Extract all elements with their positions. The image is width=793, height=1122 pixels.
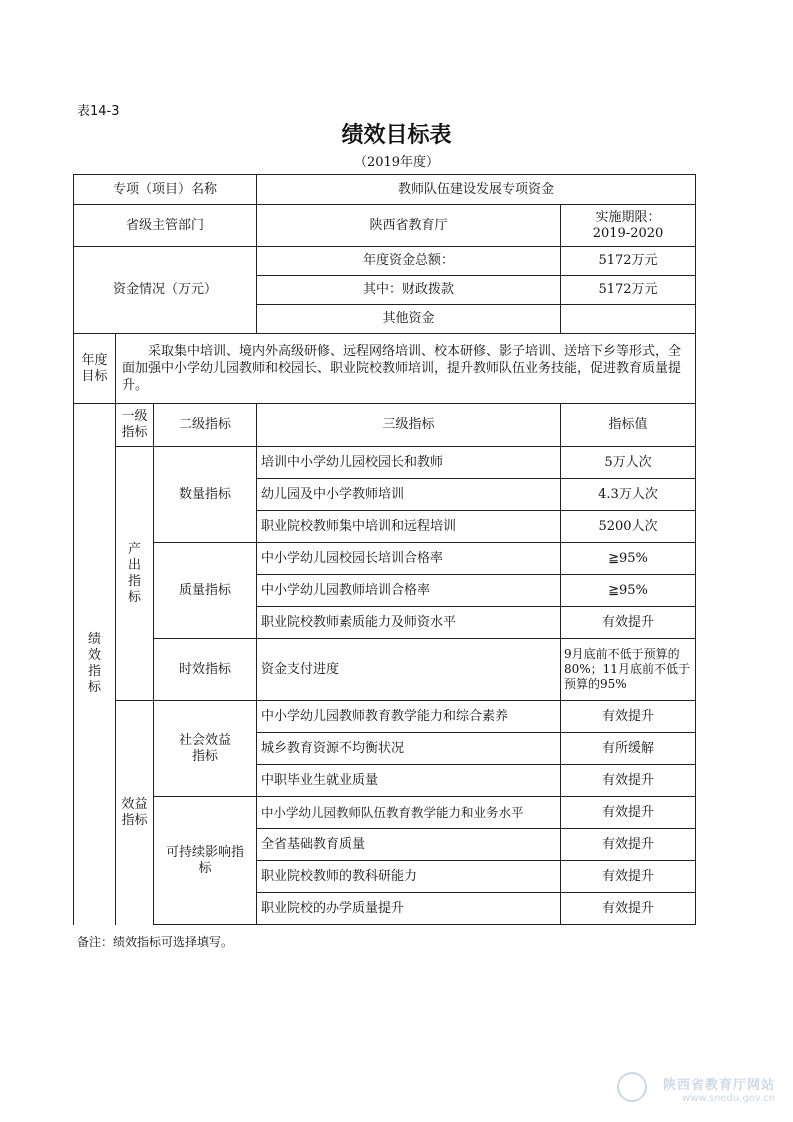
funds-total-label: 年度资金总额： bbox=[257, 247, 561, 276]
funds-label: 资金情况（万元） bbox=[74, 247, 257, 334]
indicator-value: 4.3万人次 bbox=[561, 479, 696, 511]
indicator-value: 有效提升 bbox=[561, 765, 696, 797]
header-value: 指标值 bbox=[561, 404, 696, 447]
indicator-name: 职业院校教师的教科研能力 bbox=[257, 861, 561, 893]
indicator-name: 幼儿园及中小学教师培训 bbox=[257, 479, 561, 511]
table-row bbox=[74, 639, 696, 701]
indicator-value: 5200人次 bbox=[561, 511, 696, 543]
header-level2: 二级指标 bbox=[154, 404, 257, 447]
indicator-value: ≧95% bbox=[561, 543, 696, 575]
indicator-value: 有效提升 bbox=[561, 861, 696, 893]
table-row bbox=[74, 543, 696, 575]
benefit-label: 效益指标 bbox=[116, 701, 154, 925]
funds-other-label: 其他资金 bbox=[257, 305, 561, 334]
indicator-name: 职业院校教师集中培训和远程培训 bbox=[257, 511, 561, 543]
sustainable-label: 可持续影响指标 bbox=[154, 797, 257, 925]
department-value: 陕西省教育厅 bbox=[257, 205, 561, 247]
goal-row bbox=[74, 334, 696, 404]
goal-text: 采取集中培训、境内外高级研修、远程网络培训、校本研修、影子培训、送培下乡等形式，全面加强中小学幼儿园教师和校园长、职业院校教师培训，提升教师队伍业务技能，促进教育质量提升。 bbox=[116, 334, 696, 404]
table-row bbox=[74, 797, 696, 829]
indicator-name: 职业院校教师素质能力及师资水平 bbox=[257, 607, 561, 639]
indicator-name: 中小学幼儿园校园长培训合格率 bbox=[257, 543, 561, 575]
goal-label: 年度目标 bbox=[74, 334, 116, 404]
indicator-value: ≧95% bbox=[561, 575, 696, 607]
timeliness-label: 时效指标 bbox=[154, 639, 257, 701]
department-label: 省级主管部门 bbox=[74, 205, 257, 247]
period-value: 2019-2020 bbox=[592, 225, 664, 241]
project-row bbox=[74, 175, 696, 205]
page-title: 绩效目标表 bbox=[341, 123, 452, 148]
indicator-value: 9月底前不低于预算的80%；11月底前不低于预算的95% bbox=[561, 639, 696, 701]
indicator-name: 中小学幼儿园教师教育教学能力和综合素养 bbox=[257, 701, 561, 733]
indicator-value: 有效提升 bbox=[561, 607, 696, 639]
indicator-group-label: 绩效指标 bbox=[74, 404, 116, 925]
fiscal-year: （2019年度） bbox=[353, 155, 440, 170]
watermark-site-name: 陕西省教育厅网站 bbox=[662, 1078, 775, 1093]
period-cell bbox=[561, 205, 696, 247]
indicator-value: 有效提升 bbox=[561, 797, 696, 829]
indicator-header-row bbox=[74, 404, 696, 447]
quantity-label: 数量指标 bbox=[154, 447, 257, 543]
indicator-value: 5万人次 bbox=[561, 447, 696, 479]
table-number: 表14-3 bbox=[77, 104, 120, 119]
watermark-url: www.snedu.gov.cn bbox=[682, 1093, 775, 1104]
table-row bbox=[74, 701, 696, 733]
department-row bbox=[74, 205, 696, 247]
indicator-name: 资金支付进度 bbox=[257, 639, 561, 701]
output-label: 产出指标 bbox=[116, 447, 154, 701]
indicator-name: 中职毕业生就业质量 bbox=[257, 765, 561, 797]
indicator-value: 有效提升 bbox=[561, 829, 696, 861]
site-watermark bbox=[663, 1074, 775, 1104]
funds-total-value: 5172万元 bbox=[561, 247, 696, 276]
indicator-name: 城乡教育资源不均衡状况 bbox=[257, 733, 561, 765]
funds-fiscal-label: 其中：财政拨款 bbox=[257, 276, 561, 305]
indicator-name: 培训中小学幼儿园校园长和教师 bbox=[257, 447, 561, 479]
emblem-icon bbox=[617, 1072, 647, 1102]
quality-label: 质量指标 bbox=[154, 543, 257, 639]
header-level1: 一级指标 bbox=[116, 404, 154, 447]
funds-row bbox=[74, 247, 696, 276]
performance-table bbox=[73, 174, 696, 925]
period-label: 实施期限： bbox=[595, 209, 661, 225]
indicator-value: 有效提升 bbox=[561, 893, 696, 925]
footnote: 备注：绩效指标可选择填写。 bbox=[77, 935, 234, 949]
project-label: 专项（项目）名称 bbox=[74, 175, 257, 205]
indicator-name: 职业院校的办学质量提升 bbox=[257, 893, 561, 925]
header-level3: 三级指标 bbox=[257, 404, 561, 447]
indicator-name: 中小学幼儿园教师队伍教育教学能力和业务水平 bbox=[257, 797, 561, 829]
table-row bbox=[74, 447, 696, 479]
funds-fiscal-value: 5172万元 bbox=[561, 276, 696, 305]
social-label: 社会效益指标 bbox=[154, 701, 257, 797]
indicator-name: 中小学幼儿园教师培训合格率 bbox=[257, 575, 561, 607]
indicator-value: 有所缓解 bbox=[561, 733, 696, 765]
project-value: 教师队伍建设发展专项资金 bbox=[257, 175, 696, 205]
indicator-name: 全省基础教育质量 bbox=[257, 829, 561, 861]
indicator-value: 有效提升 bbox=[561, 701, 696, 733]
funds-other-value bbox=[561, 305, 696, 334]
